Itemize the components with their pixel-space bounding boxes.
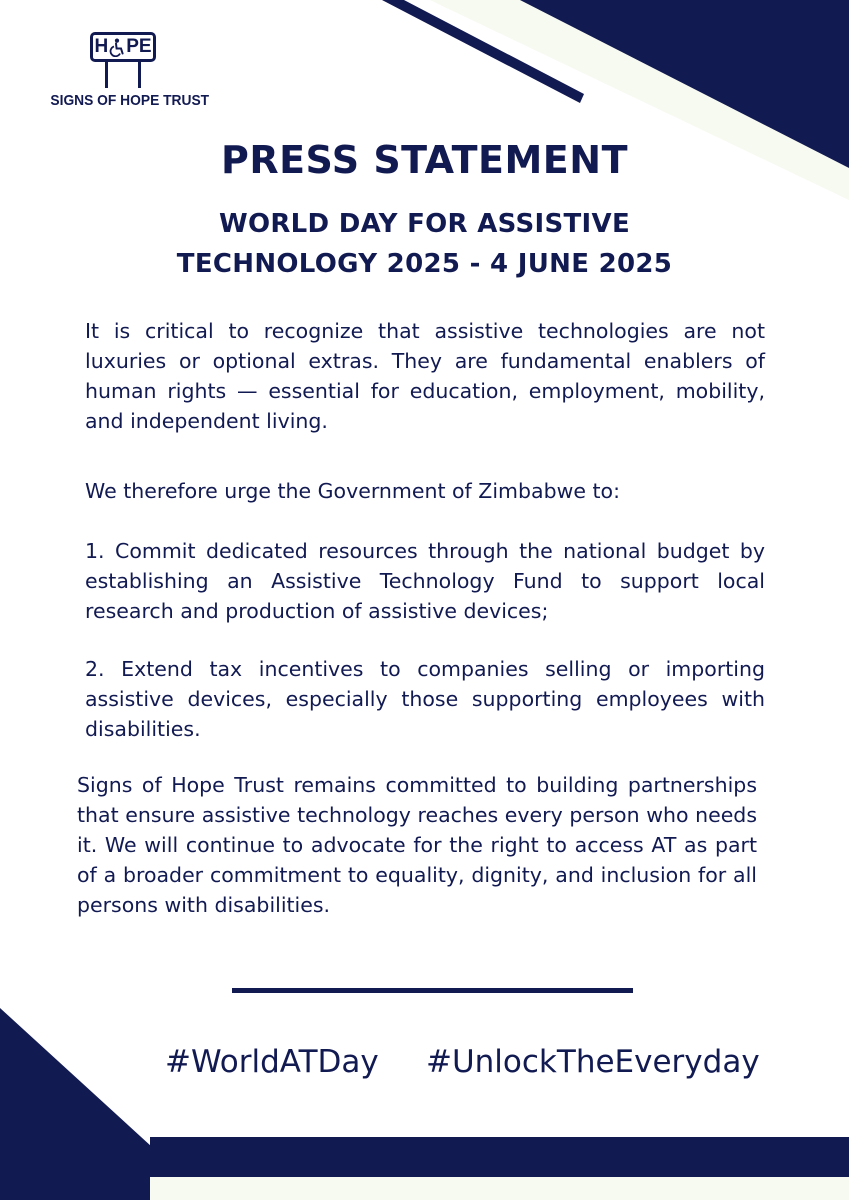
wheelchair-icon bbox=[109, 38, 125, 57]
logo-letters-left: H bbox=[94, 36, 109, 57]
subtitle-line-2: TECHNOLOGY 2025 - 4 JUNE 2025 bbox=[176, 249, 673, 279]
logo-wordmark bbox=[94, 36, 151, 58]
page-subtitle bbox=[100, 204, 749, 284]
urge-paragraph: We therefore urge the Government of Zimbabwe to: bbox=[85, 479, 620, 503]
organization-logo bbox=[44, 30, 210, 120]
logo-sign-box bbox=[90, 32, 156, 62]
point-two-paragraph: 2. Extend tax incentives to companies selling or importing assistive devices, especially those supporting employees with disabilities. bbox=[85, 657, 765, 741]
point-one-paragraph: 1. Commit dedicated resources through the national budget by establishing an Assistive Technology Fund to support local research and production of assistive devices; bbox=[85, 539, 765, 623]
logo-letters-right: PE bbox=[126, 36, 152, 57]
logo-sign-post-right bbox=[138, 62, 141, 88]
divider-line bbox=[232, 988, 633, 993]
logo-sign-post-left bbox=[105, 62, 108, 88]
hashtag-world-at-day: #WorldATDay bbox=[165, 1044, 379, 1080]
closing-paragraph: Signs of Hope Trust remains committed to building partnerships that ensure assistive technology reaches every person who needs it. We will continue to advocate for the right to access AT as part of a broader commitment to equality, dignity, and inclusion for all persons with disabilities. bbox=[77, 773, 757, 917]
bottom-tint-strip bbox=[150, 1177, 849, 1200]
logo-organization-name: SIGNS OF HOPE TRUST bbox=[50, 92, 210, 109]
intro-paragraph: It is critical to recognize that assistive technologies are not luxuries or optional extras. They are fundamental enablers of human rights — essential for education, employment, mobility, and independent living. bbox=[85, 319, 765, 433]
page-title: PRESS STATEMENT bbox=[220, 138, 628, 182]
bottom-navy-band bbox=[150, 1137, 849, 1177]
hashtag-unlock-the-everyday: #UnlockTheEveryday bbox=[426, 1044, 760, 1080]
subtitle-line-1: WORLD DAY FOR ASSISTIVE bbox=[218, 209, 631, 239]
